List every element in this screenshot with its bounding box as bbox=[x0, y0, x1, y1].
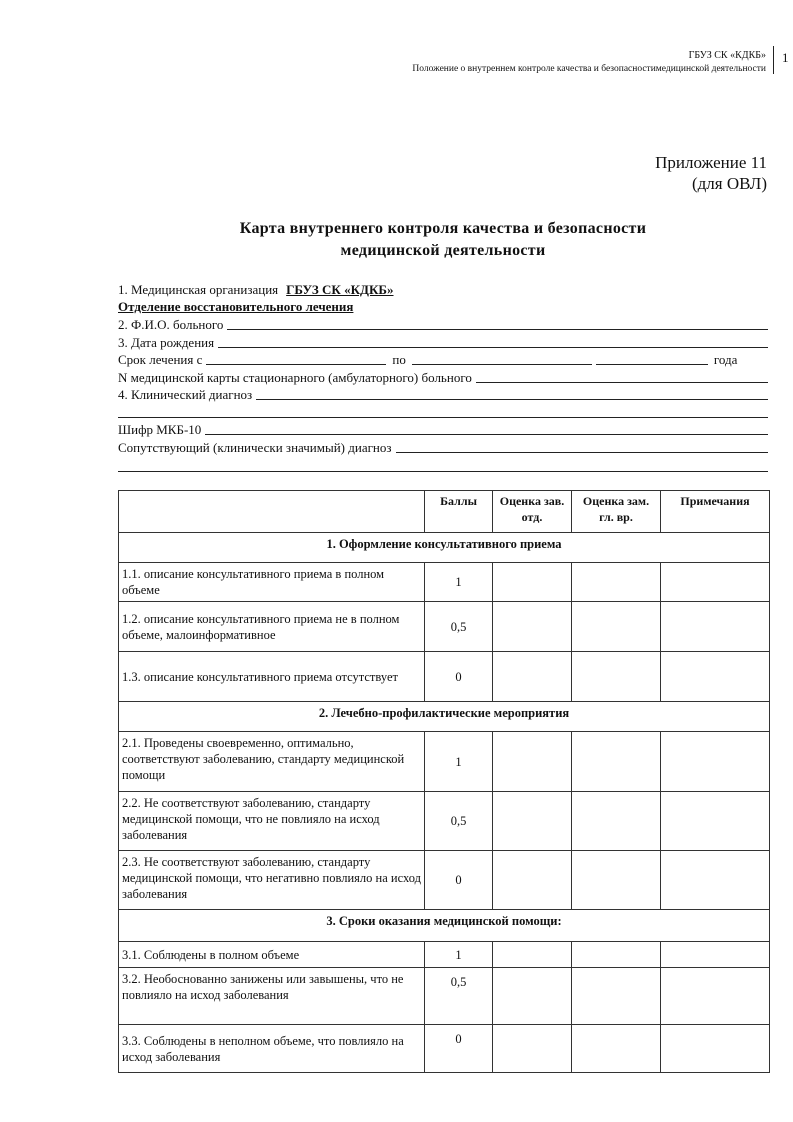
dept-head-score-cell[interactable] bbox=[493, 942, 572, 968]
section-title: 1. Оформление консультативного приема bbox=[119, 533, 770, 563]
birth-date-line[interactable] bbox=[218, 335, 768, 348]
criterion-text: 3.2. Необоснованно занижены или завышены, что не повлияло на исход заболевания bbox=[119, 968, 425, 1025]
org-field bbox=[118, 282, 768, 298]
table-row bbox=[119, 652, 770, 702]
dept-head-score-cell[interactable] bbox=[493, 563, 572, 602]
header-org: ГБУЗ СК «КДКБ» bbox=[688, 50, 766, 61]
table-row bbox=[119, 732, 770, 792]
card-number-line[interactable] bbox=[476, 370, 768, 383]
appendix-label bbox=[655, 152, 767, 194]
deputy-score-cell[interactable] bbox=[572, 732, 661, 792]
icd-code-line[interactable] bbox=[205, 422, 768, 435]
notes-cell[interactable] bbox=[661, 942, 770, 968]
dept-head-score-cell[interactable] bbox=[493, 851, 572, 910]
score-value: 0,5 bbox=[425, 602, 493, 652]
patient-name-label: 2. Ф.И.О. больного bbox=[118, 317, 224, 332]
dept-field bbox=[118, 299, 768, 315]
dept-head-score-cell[interactable] bbox=[493, 602, 572, 652]
notes-cell[interactable] bbox=[661, 602, 770, 652]
clinical-diagnosis-line[interactable] bbox=[256, 387, 768, 400]
table-row bbox=[119, 1025, 770, 1073]
table-row bbox=[119, 563, 770, 602]
criterion-text: 2.3. Не соответствуют заболеванию, стандарту медицинской помощи, что негативно повлияло на исход заболевания bbox=[119, 851, 425, 910]
quality-control-table bbox=[118, 490, 770, 1073]
title-line-2: медицинской деятельности bbox=[340, 242, 546, 259]
table-row bbox=[119, 602, 770, 652]
dept-head-score-cell[interactable] bbox=[493, 968, 572, 1025]
treatment-period-field[interactable] bbox=[118, 352, 768, 368]
birth-date-label: 3. Дата рождения bbox=[118, 335, 215, 350]
header-doc-title: Положение о внутреннем контроле качества и безопасностимедицинской деятельности bbox=[412, 64, 766, 74]
title-line-1: Карта внутреннего контроля качества и безопасности bbox=[239, 220, 647, 237]
criterion-text: 1.3. описание консультативного приема отсутствует bbox=[119, 652, 425, 702]
criterion-text: 2.1. Проведены своевременно, оптимально, соответствуют заболеванию, стандарту медицинской помощи bbox=[119, 732, 425, 792]
comorbid-diagnosis-line[interactable] bbox=[396, 440, 768, 453]
period-to-line[interactable] bbox=[412, 352, 592, 365]
notes-cell[interactable] bbox=[661, 968, 770, 1025]
section-row bbox=[119, 533, 770, 563]
score-value: 0,5 bbox=[425, 968, 493, 1025]
comorbid-extra-line[interactable] bbox=[118, 471, 768, 472]
criterion-text: 3.3. Соблюдены в неполном объеме, что повлияло на исход заболевания bbox=[119, 1025, 425, 1073]
score-value: 0 bbox=[425, 1025, 493, 1073]
score-value: 0 bbox=[425, 652, 493, 702]
comorbid-diagnosis-field[interactable] bbox=[118, 440, 768, 456]
period-from-line[interactable] bbox=[206, 352, 386, 365]
diagnosis-extra-line[interactable] bbox=[118, 417, 768, 418]
criterion-text: 2.2. Не соответствуют заболеванию, стандарту медицинской помощи, что не повлияло на исход заболевания bbox=[119, 792, 425, 851]
header-cell-deputy-chief: Оценка зам. гл. вр. bbox=[572, 491, 661, 533]
header-cell-score: Баллы bbox=[425, 491, 493, 533]
page-title bbox=[118, 218, 768, 262]
table-row bbox=[119, 792, 770, 851]
notes-cell[interactable] bbox=[661, 652, 770, 702]
icd-code-field[interactable] bbox=[118, 422, 768, 438]
table-header-row bbox=[119, 491, 770, 533]
icd-code-label: Шифр МКБ-10 bbox=[118, 422, 202, 437]
deputy-score-cell[interactable] bbox=[572, 968, 661, 1025]
dept-value: Отделение восстановительного лечения bbox=[118, 299, 354, 314]
notes-cell[interactable] bbox=[661, 792, 770, 851]
appendix-line-2: (для ОВЛ) bbox=[691, 174, 767, 193]
notes-cell[interactable] bbox=[661, 732, 770, 792]
period-year-line[interactable] bbox=[596, 352, 708, 365]
header-cell-dept-head: Оценка зав. отд. bbox=[493, 491, 572, 533]
deputy-score-cell[interactable] bbox=[572, 602, 661, 652]
comorbid-diagnosis-label: Сопутствующий (клинически значимый) диагноз bbox=[118, 440, 392, 455]
header-cell-notes: Примечания bbox=[661, 491, 770, 533]
table-row bbox=[119, 968, 770, 1025]
page-number: 1 bbox=[782, 50, 789, 65]
score-value: 1 bbox=[425, 732, 493, 792]
header-cell-criterion bbox=[119, 491, 425, 533]
org-label: 1. Медицинская организация bbox=[118, 282, 279, 297]
score-value: 1 bbox=[425, 942, 493, 968]
deputy-score-cell[interactable] bbox=[572, 792, 661, 851]
section-row bbox=[119, 910, 770, 942]
criterion-text: 3.1. Соблюдены в полном объеме bbox=[119, 942, 425, 968]
dept-head-score-cell[interactable] bbox=[493, 1025, 572, 1073]
deputy-score-cell[interactable] bbox=[572, 652, 661, 702]
table-row bbox=[119, 942, 770, 968]
period-year-label: года bbox=[713, 352, 738, 367]
patient-name-field[interactable] bbox=[118, 317, 768, 333]
clinical-diagnosis-field[interactable] bbox=[118, 387, 768, 403]
birth-date-field[interactable] bbox=[118, 335, 768, 351]
section-title: 3. Сроки оказания медицинской помощи: bbox=[119, 910, 770, 942]
section-title: 2. Лечебно-профилактические мероприятия bbox=[119, 702, 770, 732]
patient-name-line[interactable] bbox=[227, 317, 768, 330]
header-divider bbox=[773, 46, 774, 74]
section-row bbox=[119, 702, 770, 732]
org-value: ГБУЗ СК «КДКБ» bbox=[286, 282, 394, 297]
score-value: 0,5 bbox=[425, 792, 493, 851]
notes-cell[interactable] bbox=[661, 1025, 770, 1073]
card-number-field[interactable] bbox=[118, 370, 768, 386]
deputy-score-cell[interactable] bbox=[572, 851, 661, 910]
notes-cell[interactable] bbox=[661, 563, 770, 602]
notes-cell[interactable] bbox=[661, 851, 770, 910]
criterion-text: 1.1. описание консультативного приема в полном объеме bbox=[119, 563, 425, 602]
period-from-label: Срок лечения с bbox=[118, 352, 203, 367]
score-value: 0 bbox=[425, 851, 493, 910]
table-row bbox=[119, 851, 770, 910]
criterion-text: 1.2. описание консультативного приема не в полном объеме, малоинформативное bbox=[119, 602, 425, 652]
period-to-label: по bbox=[392, 352, 406, 367]
appendix-line-1: Приложение 11 bbox=[655, 153, 767, 172]
dept-head-score-cell[interactable] bbox=[493, 792, 572, 851]
deputy-score-cell[interactable] bbox=[572, 942, 661, 968]
deputy-score-cell[interactable] bbox=[572, 563, 661, 602]
dept-head-score-cell[interactable] bbox=[493, 652, 572, 702]
dept-head-score-cell[interactable] bbox=[493, 732, 572, 792]
clinical-diagnosis-label: 4. Клинический диагноз bbox=[118, 387, 253, 402]
card-number-label: N медицинской карты стационарного (амбулаторного) больного bbox=[118, 370, 472, 385]
deputy-score-cell[interactable] bbox=[572, 1025, 661, 1073]
score-value: 1 bbox=[425, 563, 493, 602]
